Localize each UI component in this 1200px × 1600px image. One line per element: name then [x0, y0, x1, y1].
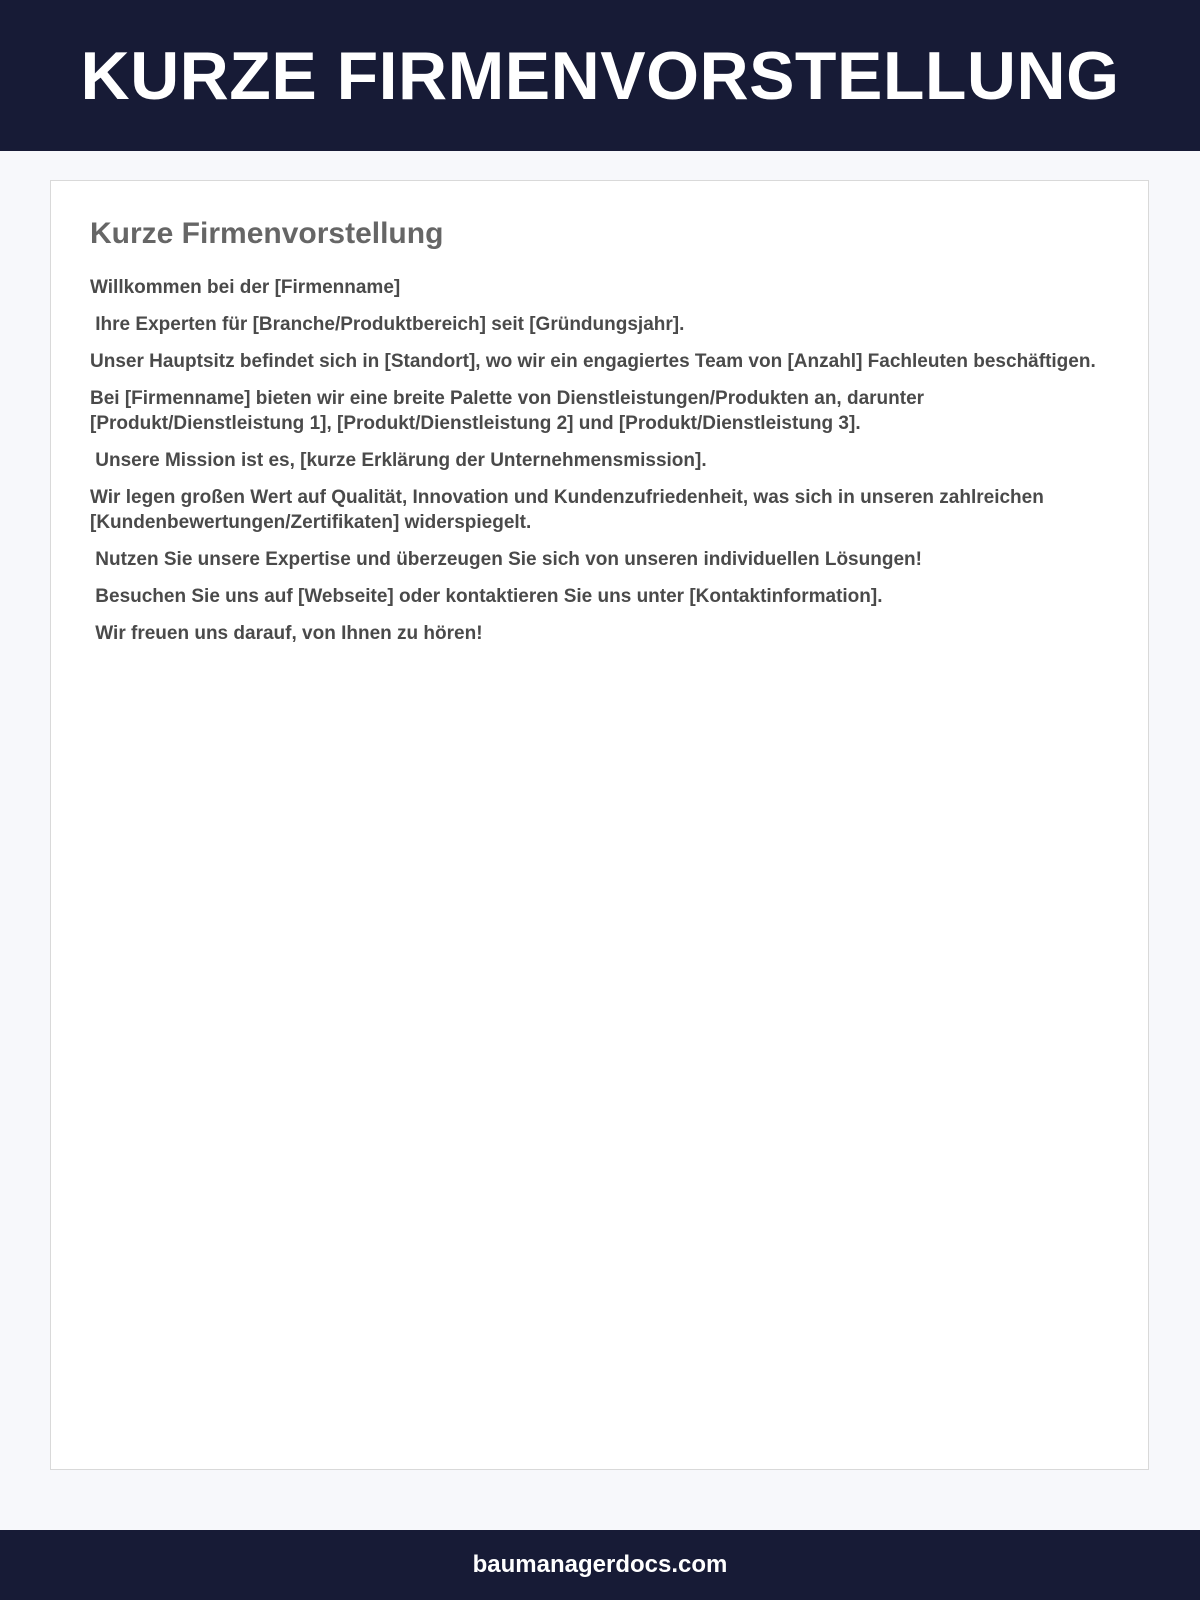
paragraph-mission: Unsere Mission ist es, [kurze Erklärung der Unternehmensmission]. — [90, 450, 707, 471]
paragraph-services: Bei [Firmenname] bieten wir eine breite Palette von Dienstleistungen/Produkten an, darunter [Produkt/Dienstleistung 1], [Produkt/Dienstleistung 2] und [Produkt/Dienstleistung 3]. — [90, 388, 930, 434]
document-heading: Kurze Firmenvorstellung — [90, 217, 444, 250]
paragraph-welcome: Willkommen bei der [Firmenname] — [90, 277, 401, 298]
paragraph-closing: Wir freuen uns darauf, von Ihnen zu hören! — [90, 623, 483, 644]
header-banner — [0, 0, 1200, 151]
footer-banner — [0, 1530, 1200, 1600]
paragraph-headquarters: Unser Hauptsitz befindet sich in [Standort], wo wir ein engagiertes Team von [Anzahl] Fachleuten beschäftigen. — [90, 351, 1096, 372]
document-card — [50, 180, 1149, 1470]
paragraph-experts: Ihre Experten für [Branche/Produktbereich] seit [Gründungsjahr]. — [90, 314, 685, 335]
paragraph-contact: Besuchen Sie uns auf [Webseite] oder kontaktieren Sie uns unter [Kontaktinformation]. — [90, 586, 883, 607]
banner-title: KURZE FIRMENVORSTELLUNG — [80, 37, 1120, 114]
paragraph-values: Wir legen großen Wert auf Qualität, Innovation und Kundenzufriedenheit, was sich in unseren zahlreichen [Kundenbewertungen/Zertifikaten] widerspiegelt. — [90, 487, 1050, 533]
footer-site-link[interactable]: baumanagerdocs.com — [472, 1551, 728, 1578]
paragraph-expertise: Nutzen Sie unsere Expertise und überzeugen Sie sich von unseren individuellen Lösungen! — [90, 549, 922, 570]
